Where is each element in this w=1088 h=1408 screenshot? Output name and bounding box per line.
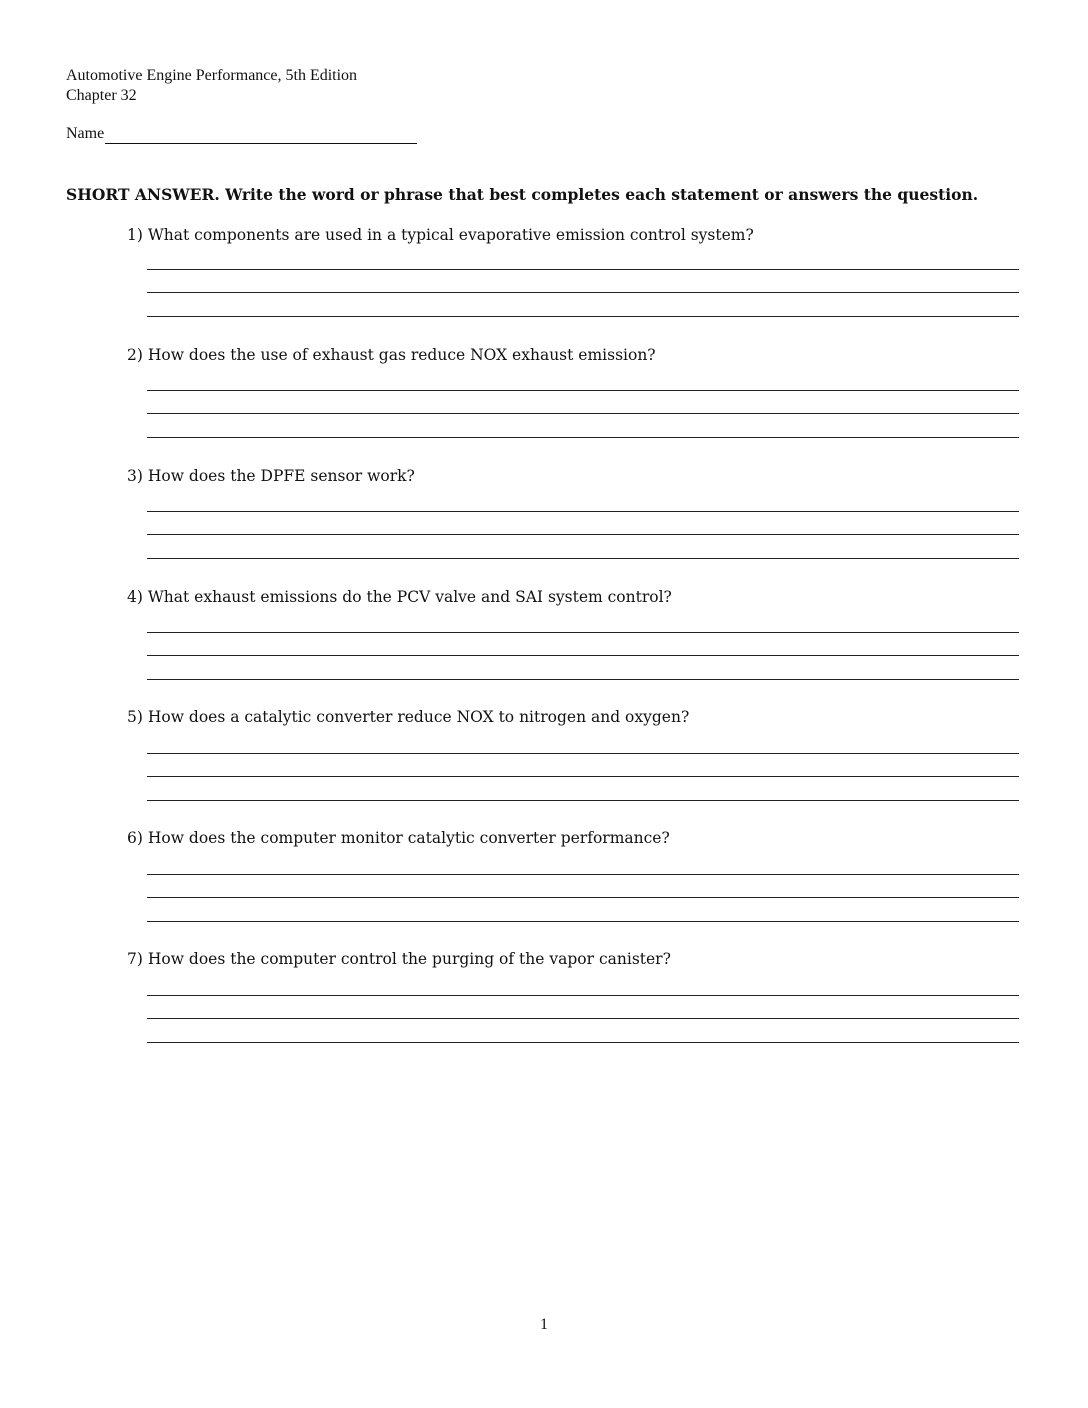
question-7: [127, 948, 671, 970]
question-number: 6): [127, 829, 143, 847]
question-number: 1): [127, 226, 143, 244]
answer-line-6b[interactable]: [147, 897, 1019, 898]
question-text: How does the use of exhaust gas reduce NOX exhaust emission?: [147, 346, 656, 364]
page-number: 1: [540, 1316, 548, 1333]
answer-line-3b[interactable]: [147, 534, 1019, 535]
answer-line-1c[interactable]: [147, 316, 1019, 317]
question-number: 5): [127, 708, 143, 726]
section-instructions: SHORT ANSWER. Write the word or phrase that best completes each statement or answers the question.: [66, 185, 979, 204]
answer-line-2a[interactable]: [147, 390, 1019, 391]
answer-line-3c[interactable]: [147, 558, 1019, 559]
question-text: How does the computer monitor catalytic converter performance?: [147, 829, 670, 847]
question-text: How does a catalytic converter reduce NOX to nitrogen and oxygen?: [147, 708, 690, 726]
answer-line-1a[interactable]: [147, 269, 1019, 270]
name-label: Name: [66, 125, 105, 142]
answer-line-5c[interactable]: [147, 800, 1019, 801]
answer-line-6c[interactable]: [147, 921, 1019, 922]
question-number: 4): [127, 588, 143, 606]
question-text: How does the DPFE sensor work?: [147, 467, 415, 485]
question-number: 2): [127, 346, 143, 364]
question-text: What exhaust emissions do the PCV valve and SAI system control?: [147, 588, 672, 606]
question-5: [127, 706, 689, 728]
question-3: [127, 465, 415, 487]
answer-line-4a[interactable]: [147, 632, 1019, 633]
name-field[interactable]: [66, 124, 417, 144]
question-1: [127, 224, 754, 246]
answer-line-4b[interactable]: [147, 655, 1019, 656]
answer-line-1b[interactable]: [147, 292, 1019, 293]
book-title: Automotive Engine Performance, 5th Edition: [66, 67, 358, 84]
answer-line-2c[interactable]: [147, 437, 1019, 438]
answer-line-7c[interactable]: [147, 1042, 1019, 1043]
chapter-label: Chapter 32: [66, 87, 137, 104]
question-number: 7): [127, 950, 143, 968]
question-4: [127, 586, 672, 608]
answer-line-7a[interactable]: [147, 995, 1019, 996]
answer-line-5a[interactable]: [147, 753, 1019, 754]
question-6: [127, 827, 670, 849]
question-number: 3): [127, 467, 143, 485]
answer-line-2b[interactable]: [147, 413, 1019, 414]
question-text: What components are used in a typical evaporative emission control system?: [147, 226, 754, 244]
answer-line-3a[interactable]: [147, 511, 1019, 512]
answer-line-5b[interactable]: [147, 776, 1019, 777]
question-2: [127, 344, 656, 366]
answer-line-6a[interactable]: [147, 874, 1019, 875]
name-blank-line[interactable]: [105, 124, 417, 144]
answer-line-7b[interactable]: [147, 1018, 1019, 1019]
question-text: How does the computer control the purging of the vapor canister?: [147, 950, 671, 968]
answer-line-4c[interactable]: [147, 679, 1019, 680]
